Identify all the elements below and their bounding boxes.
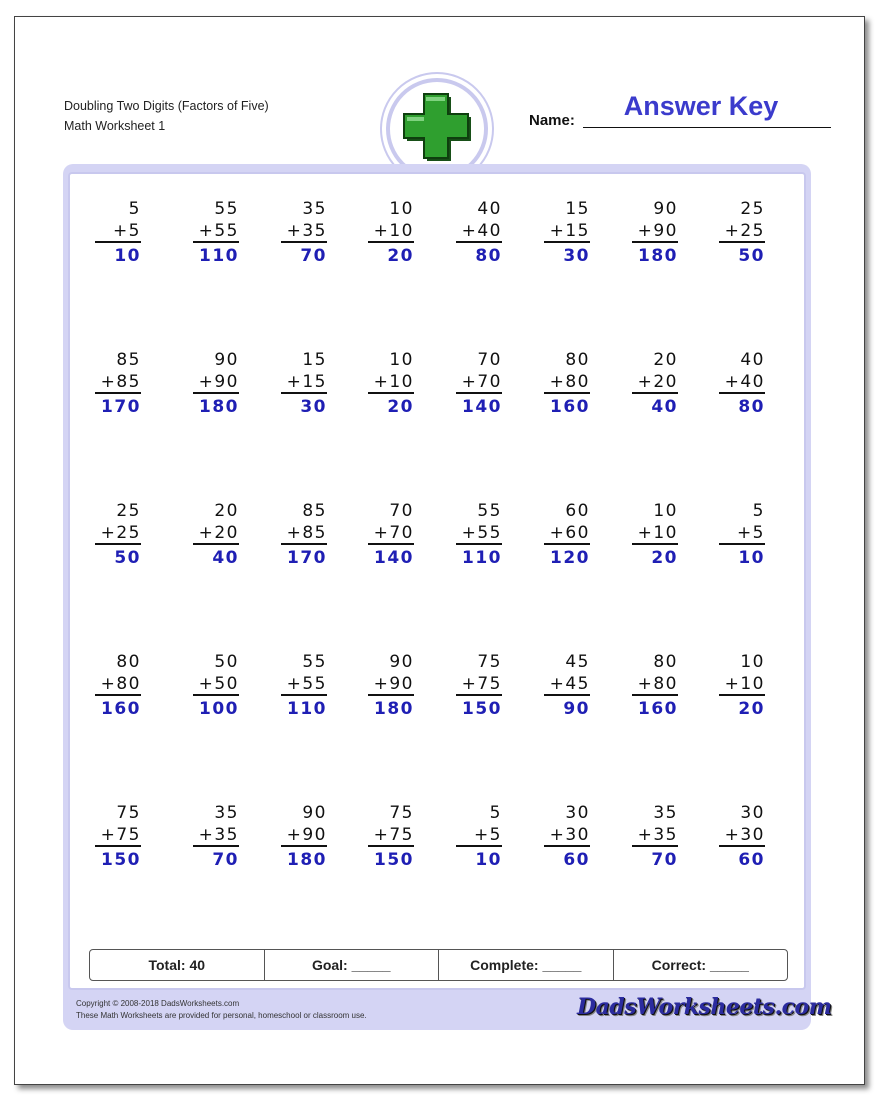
addition-problem bbox=[632, 802, 678, 873]
addition-problem bbox=[719, 500, 765, 571]
addition-problem bbox=[193, 500, 239, 571]
problem-answer: 20 bbox=[738, 699, 765, 719]
addition-problem bbox=[544, 198, 590, 269]
problem-top-number: 90 bbox=[214, 350, 239, 370]
problem-bottom-addend: +25 bbox=[95, 522, 141, 545]
problem-answer: 50 bbox=[114, 548, 141, 568]
problem-bottom-addend: +35 bbox=[632, 824, 678, 847]
problem-bottom-addend: +40 bbox=[719, 371, 765, 394]
addition-problem bbox=[456, 349, 502, 420]
problem-bottom-addend: +85 bbox=[281, 522, 327, 545]
problem-top-number: 75 bbox=[477, 652, 502, 672]
dadsworksheets-logo: DadsWorksheets.com bbox=[577, 994, 832, 1020]
worksheet-title bbox=[64, 96, 269, 136]
problem-bottom-addend: +25 bbox=[719, 220, 765, 243]
problem-top-number: 15 bbox=[302, 350, 327, 370]
problem-bottom-addend: +35 bbox=[193, 824, 239, 847]
problem-bottom-addend: +5 bbox=[456, 824, 502, 847]
problem-answer: 160 bbox=[638, 699, 678, 719]
addition-problem bbox=[281, 349, 327, 420]
problem-top-number: 25 bbox=[116, 501, 141, 521]
addition-problem bbox=[281, 500, 327, 571]
problem-answer: 60 bbox=[738, 850, 765, 870]
score-tally bbox=[89, 949, 788, 981]
problem-bottom-addend: +55 bbox=[281, 673, 327, 696]
problem-answer: 70 bbox=[212, 850, 239, 870]
addition-problem bbox=[632, 198, 678, 269]
addition-problem bbox=[368, 651, 414, 722]
addition-problem bbox=[632, 349, 678, 420]
problem-top-number: 55 bbox=[477, 501, 502, 521]
problem-answer: 30 bbox=[563, 246, 590, 266]
problem-answer: 170 bbox=[101, 397, 141, 417]
problem-answer: 110 bbox=[462, 548, 502, 568]
problem-bottom-addend: +5 bbox=[719, 522, 765, 545]
problem-top-number: 35 bbox=[214, 803, 239, 823]
problem-top-number: 5 bbox=[489, 803, 502, 823]
problem-answer: 70 bbox=[300, 246, 327, 266]
problem-bottom-addend: +80 bbox=[544, 371, 590, 394]
problem-top-number: 90 bbox=[302, 803, 327, 823]
problem-bottom-addend: +15 bbox=[281, 371, 327, 394]
problem-answer: 160 bbox=[550, 397, 590, 417]
problem-top-number: 5 bbox=[128, 199, 141, 219]
problem-top-number: 15 bbox=[565, 199, 590, 219]
problem-top-number: 5 bbox=[752, 501, 765, 521]
problem-answer: 180 bbox=[374, 699, 414, 719]
problem-bottom-addend: +55 bbox=[456, 522, 502, 545]
problem-top-number: 55 bbox=[302, 652, 327, 672]
problem-top-number: 20 bbox=[653, 350, 678, 370]
problem-top-number: 40 bbox=[740, 350, 765, 370]
problem-answer: 120 bbox=[550, 548, 590, 568]
addition-problem bbox=[193, 651, 239, 722]
addition-problem bbox=[193, 349, 239, 420]
problem-bottom-addend: +45 bbox=[544, 673, 590, 696]
title-line-2: Math Worksheet 1 bbox=[64, 119, 166, 133]
problem-answer: 150 bbox=[101, 850, 141, 870]
complete-field: Complete: _____ bbox=[439, 950, 614, 980]
problem-answer: 80 bbox=[475, 246, 502, 266]
addition-problem bbox=[719, 802, 765, 873]
problem-answer: 140 bbox=[374, 548, 414, 568]
copyright-notice bbox=[76, 998, 367, 1022]
problem-answer: 150 bbox=[462, 699, 502, 719]
problem-answer: 150 bbox=[374, 850, 414, 870]
problem-answer: 170 bbox=[287, 548, 327, 568]
problem-answer: 10 bbox=[738, 548, 765, 568]
name-label: Name: bbox=[529, 112, 575, 129]
problem-answer: 50 bbox=[738, 246, 765, 266]
problem-answer: 180 bbox=[199, 397, 239, 417]
correct-field: Correct: _____ bbox=[651, 957, 749, 973]
problem-bottom-addend: +90 bbox=[632, 220, 678, 243]
problem-answer: 30 bbox=[300, 397, 327, 417]
problem-top-number: 10 bbox=[389, 350, 414, 370]
problem-bottom-addend: +20 bbox=[632, 371, 678, 394]
addition-problem bbox=[544, 802, 590, 873]
problem-answer: 80 bbox=[738, 397, 765, 417]
problem-top-number: 55 bbox=[214, 199, 239, 219]
addition-problem bbox=[95, 198, 141, 269]
addition-problem bbox=[632, 500, 678, 571]
name-field-line bbox=[583, 127, 831, 128]
problem-answer: 160 bbox=[101, 699, 141, 719]
addition-problem bbox=[632, 651, 678, 722]
problem-answer: 110 bbox=[287, 699, 327, 719]
problem-top-number: 80 bbox=[565, 350, 590, 370]
problem-bottom-addend: +40 bbox=[456, 220, 502, 243]
addition-problem bbox=[193, 802, 239, 873]
answer-key-text: Answer Key bbox=[623, 91, 779, 121]
addition-problem bbox=[456, 651, 502, 722]
problem-top-number: 10 bbox=[653, 501, 678, 521]
addition-problem bbox=[544, 500, 590, 571]
problem-top-number: 30 bbox=[740, 803, 765, 823]
problem-top-number: 30 bbox=[565, 803, 590, 823]
addition-problem bbox=[456, 198, 502, 269]
problem-top-number: 85 bbox=[302, 501, 327, 521]
total-count: Total: 40 bbox=[90, 950, 265, 980]
addition-problem bbox=[544, 349, 590, 420]
problem-bottom-addend: +75 bbox=[368, 824, 414, 847]
problem-bottom-addend: +75 bbox=[456, 673, 502, 696]
goal-field: Goal: _____ bbox=[265, 950, 440, 980]
problem-bottom-addend: +10 bbox=[368, 220, 414, 243]
problem-top-number: 80 bbox=[653, 652, 678, 672]
problem-top-number: 75 bbox=[116, 803, 141, 823]
problem-top-number: 50 bbox=[214, 652, 239, 672]
problem-top-number: 75 bbox=[389, 803, 414, 823]
problem-top-number: 80 bbox=[116, 652, 141, 672]
addition-problem bbox=[719, 198, 765, 269]
addition-problem bbox=[456, 500, 502, 571]
problem-bottom-addend: +90 bbox=[368, 673, 414, 696]
problem-top-number: 90 bbox=[389, 652, 414, 672]
problem-bottom-addend: +70 bbox=[368, 522, 414, 545]
addition-problem bbox=[456, 802, 502, 873]
problem-top-number: 20 bbox=[214, 501, 239, 521]
problem-answer: 60 bbox=[563, 850, 590, 870]
title-line-1: Doubling Two Digits (Factors of Five) bbox=[64, 99, 269, 113]
problem-top-number: 35 bbox=[653, 803, 678, 823]
addition-problem bbox=[95, 349, 141, 420]
problem-top-number: 10 bbox=[740, 652, 765, 672]
problem-answer: 20 bbox=[387, 246, 414, 266]
addition-problem bbox=[95, 802, 141, 873]
problem-bottom-addend: +35 bbox=[281, 220, 327, 243]
problem-answer: 40 bbox=[651, 397, 678, 417]
problem-bottom-addend: +60 bbox=[544, 522, 590, 545]
problem-answer: 20 bbox=[387, 397, 414, 417]
problem-bottom-addend: +20 bbox=[193, 522, 239, 545]
problem-bottom-addend: +85 bbox=[95, 371, 141, 394]
problem-bottom-addend: +55 bbox=[193, 220, 239, 243]
addition-problem bbox=[281, 802, 327, 873]
addition-problem bbox=[281, 651, 327, 722]
addition-problem bbox=[719, 651, 765, 722]
copyright-line: Copyright © 2008-2018 DadsWorksheets.com bbox=[76, 999, 240, 1008]
problem-answer: 110 bbox=[199, 246, 239, 266]
problem-answer: 180 bbox=[287, 850, 327, 870]
addition-problem bbox=[368, 349, 414, 420]
problem-bottom-addend: +70 bbox=[456, 371, 502, 394]
problem-answer: 90 bbox=[563, 699, 590, 719]
problem-top-number: 60 bbox=[565, 501, 590, 521]
problem-top-number: 85 bbox=[116, 350, 141, 370]
problem-bottom-addend: +10 bbox=[719, 673, 765, 696]
problem-answer: 10 bbox=[114, 246, 141, 266]
problem-bottom-addend: +15 bbox=[544, 220, 590, 243]
problem-answer: 40 bbox=[212, 548, 239, 568]
addition-problem bbox=[281, 198, 327, 269]
problem-answer: 100 bbox=[199, 699, 239, 719]
problem-top-number: 70 bbox=[477, 350, 502, 370]
problem-bottom-addend: +5 bbox=[95, 220, 141, 243]
problem-answer: 180 bbox=[638, 246, 678, 266]
problem-bottom-addend: +10 bbox=[368, 371, 414, 394]
addition-problem bbox=[95, 500, 141, 571]
problem-bottom-addend: +80 bbox=[632, 673, 678, 696]
addition-problem bbox=[368, 198, 414, 269]
problem-answer: 20 bbox=[651, 548, 678, 568]
problem-top-number: 70 bbox=[389, 501, 414, 521]
problem-area bbox=[68, 172, 806, 990]
problem-bottom-addend: +50 bbox=[193, 673, 239, 696]
problem-top-number: 25 bbox=[740, 199, 765, 219]
problem-answer: 140 bbox=[462, 397, 502, 417]
problem-answer: 10 bbox=[475, 850, 502, 870]
problem-top-number: 40 bbox=[477, 199, 502, 219]
problem-top-number: 90 bbox=[653, 199, 678, 219]
addition-problem bbox=[544, 651, 590, 722]
addition-problem bbox=[368, 802, 414, 873]
problem-bottom-addend: +10 bbox=[632, 522, 678, 545]
problem-bottom-addend: +30 bbox=[719, 824, 765, 847]
problem-top-number: 45 bbox=[565, 652, 590, 672]
addition-problem bbox=[193, 198, 239, 269]
problem-bottom-addend: +75 bbox=[95, 824, 141, 847]
problem-top-number: 10 bbox=[389, 199, 414, 219]
problem-bottom-addend: +30 bbox=[544, 824, 590, 847]
addition-problem bbox=[95, 651, 141, 722]
problem-top-number: 35 bbox=[302, 199, 327, 219]
addition-problem bbox=[368, 500, 414, 571]
problem-bottom-addend: +90 bbox=[193, 371, 239, 394]
problem-answer: 70 bbox=[651, 850, 678, 870]
problem-bottom-addend: +80 bbox=[95, 673, 141, 696]
usage-notice: These Math Worksheets are provided for personal, homeschool or classroom use. bbox=[76, 1011, 367, 1020]
problem-bottom-addend: +90 bbox=[281, 824, 327, 847]
addition-problem bbox=[719, 349, 765, 420]
